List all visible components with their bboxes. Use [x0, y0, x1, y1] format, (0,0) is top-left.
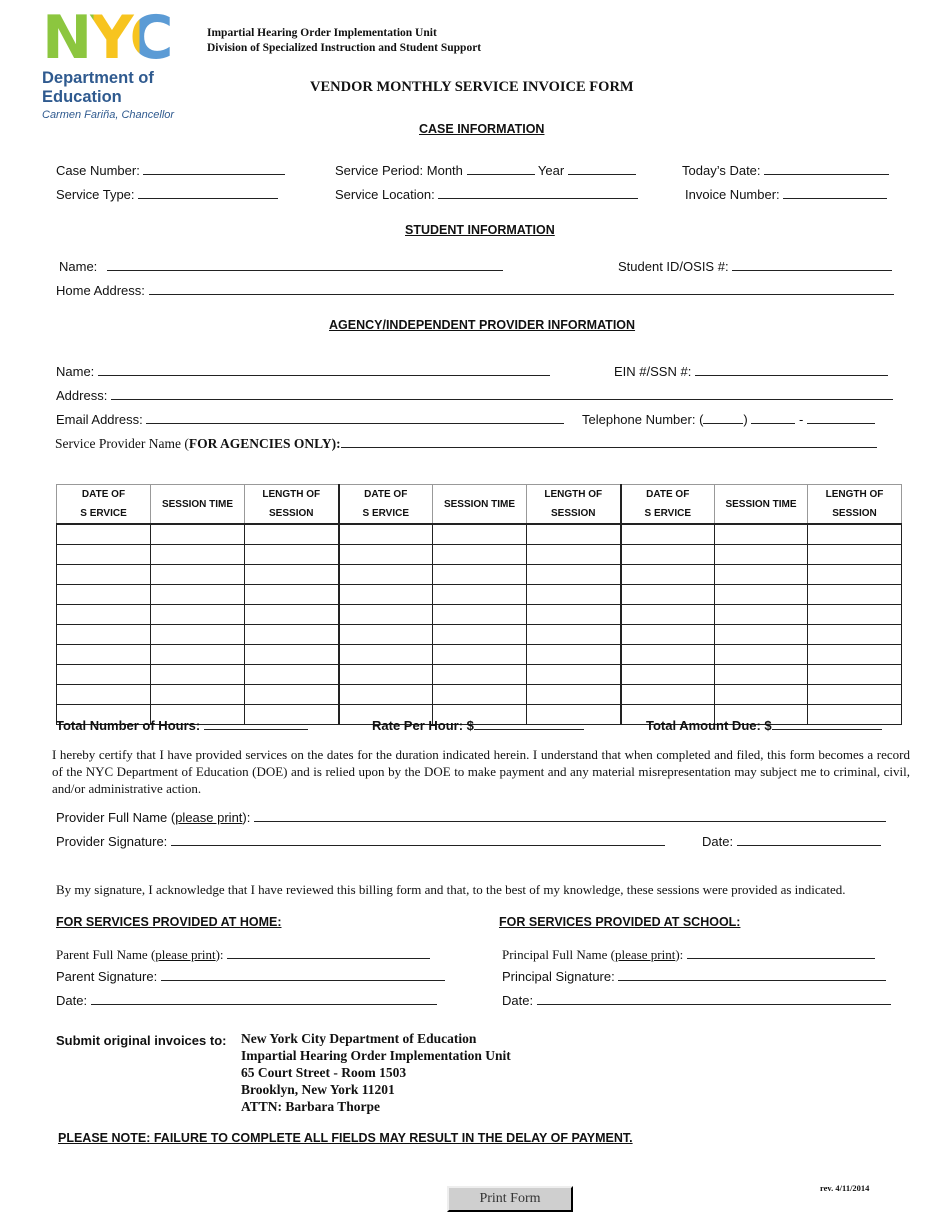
- table-cell[interactable]: [245, 585, 339, 605]
- year-label: Year: [537, 163, 565, 178]
- col-length-of-session: LENGTH OF SESSION: [808, 485, 902, 525]
- col-date-of-service: DATE OF S ERVICE: [339, 485, 433, 525]
- table-cell[interactable]: [715, 645, 808, 665]
- table-cell[interactable]: [527, 665, 621, 685]
- col-length-of-session: LENGTH OF SESSION: [527, 485, 621, 525]
- table-cell[interactable]: [433, 645, 527, 665]
- parent-date-field[interactable]: [56, 992, 437, 1008]
- table-cell[interactable]: [339, 524, 433, 545]
- telephone-field[interactable]: [582, 411, 875, 427]
- home-address-label: Home Address:: [56, 283, 145, 298]
- table-cell[interactable]: [245, 645, 339, 665]
- agency-name-label: Name:: [56, 364, 95, 379]
- total-amount-label: Total Amount Due: $: [646, 718, 772, 733]
- table-cell[interactable]: [245, 565, 339, 585]
- table-cell[interactable]: [715, 685, 808, 705]
- table-cell[interactable]: [433, 685, 527, 705]
- parent-signature-field[interactable]: [56, 968, 445, 984]
- table-row: [57, 585, 902, 605]
- service-location-field[interactable]: [335, 186, 638, 202]
- telephone-label: Telephone Number: (: [582, 412, 704, 427]
- student-info-heading: STUDENT INFORMATION: [405, 223, 555, 237]
- table-cell[interactable]: [621, 545, 715, 565]
- invoice-number-label: Invoice Number:: [685, 187, 780, 202]
- table-cell[interactable]: [245, 524, 339, 545]
- table-row: [57, 685, 902, 705]
- principal-date-label: Date:: [502, 993, 534, 1008]
- table-cell[interactable]: [57, 585, 151, 605]
- total-hours-field[interactable]: [56, 717, 308, 733]
- col-date-of-service: DATE OF S ERVICE: [621, 485, 715, 525]
- table-cell[interactable]: [808, 625, 902, 645]
- service-period-label: Service Period: Month: [335, 163, 463, 178]
- table-cell[interactable]: [715, 545, 808, 565]
- table-cell[interactable]: [808, 545, 902, 565]
- table-cell[interactable]: [715, 565, 808, 585]
- table-cell[interactable]: [151, 665, 245, 685]
- table-cell[interactable]: [621, 565, 715, 585]
- table-cell[interactable]: [808, 685, 902, 705]
- table-cell[interactable]: [151, 565, 245, 585]
- certification-text: I hereby certify that I have provided services on the dates for the duration indicated herein. I understand that when completed and filed, this form becomes a record of the NYC Department of Education (DOE) and is relied upon by the DOE to make payment and any material misrepresentation may subject me to criminal, civil, and/or administrative action.: [52, 747, 910, 796]
- table-cell[interactable]: [57, 685, 151, 705]
- logo-education: Education: [42, 88, 122, 106]
- address-line: Brooklyn, New York 11201: [241, 1082, 395, 1097]
- table-cell[interactable]: [57, 625, 151, 645]
- table-cell[interactable]: [527, 605, 621, 625]
- table-row: [57, 645, 902, 665]
- table-row: [57, 625, 902, 645]
- table-cell[interactable]: [339, 685, 433, 705]
- submit-label: Submit original invoices to:: [56, 1033, 227, 1048]
- logo-chancellor: Carmen Fariña, Chancellor: [42, 109, 175, 121]
- table-cell[interactable]: [808, 565, 902, 585]
- student-name-field[interactable]: [59, 258, 503, 274]
- provider-signature-field[interactable]: [56, 833, 665, 849]
- principal-signature-label: Principal Signature:: [502, 969, 615, 984]
- table-row: [57, 665, 902, 685]
- table-cell[interactable]: [433, 625, 527, 645]
- table-cell[interactable]: [339, 545, 433, 565]
- ein-field[interactable]: [614, 363, 888, 379]
- address-line: Impartial Hearing Order Implementation Unit: [241, 1048, 511, 1063]
- table-cell[interactable]: [715, 585, 808, 605]
- table-cell[interactable]: [57, 545, 151, 565]
- service-provider-name-label: Service Provider Name (: [55, 436, 189, 451]
- table-cell[interactable]: [808, 585, 902, 605]
- student-id-field[interactable]: [618, 258, 892, 274]
- principal-full-name-label: Principal Full Name (please print):: [502, 947, 684, 962]
- table-cell[interactable]: [808, 605, 902, 625]
- address-line: New York City Department of Education: [241, 1031, 477, 1046]
- table-cell[interactable]: [808, 665, 902, 685]
- table-cell[interactable]: [433, 524, 527, 545]
- table-cell[interactable]: [245, 545, 339, 565]
- table-cell[interactable]: [433, 605, 527, 625]
- total-hours-label: Total Number of Hours:: [56, 718, 201, 733]
- table-cell[interactable]: [339, 605, 433, 625]
- principal-signature-field[interactable]: [502, 968, 886, 984]
- case-number-field[interactable]: [56, 162, 285, 178]
- table-cell[interactable]: [151, 524, 245, 545]
- table-cell[interactable]: [57, 665, 151, 685]
- table-cell[interactable]: [151, 625, 245, 645]
- col-session-time: SESSION TIME: [151, 485, 245, 525]
- student-id-label: Student ID/OSIS #:: [618, 259, 729, 274]
- table-cell[interactable]: [57, 524, 151, 545]
- table-row: [57, 545, 902, 565]
- table-cell[interactable]: [527, 545, 621, 565]
- email-field[interactable]: [56, 411, 564, 427]
- table-cell[interactable]: [527, 565, 621, 585]
- parent-date-label: Date:: [56, 993, 88, 1008]
- acknowledgement-text: By my signature, I acknowledge that I have reviewed this billing form and that, to the best of my knowledge, these sessions were provided as indicated.: [56, 882, 846, 897]
- address-line: 65 Court Street - Room 1503: [241, 1065, 407, 1080]
- service-sessions-table: [56, 484, 902, 725]
- table-row: [57, 605, 902, 625]
- table-row: [57, 565, 902, 585]
- case-number-label: Case Number:: [56, 163, 140, 178]
- unit-name: Impartial Hearing Order Implementation Unit: [207, 27, 437, 39]
- provider-full-name-field[interactable]: [56, 809, 886, 825]
- table-cell[interactable]: [715, 524, 808, 545]
- table-cell[interactable]: [245, 665, 339, 685]
- table-cell[interactable]: [151, 585, 245, 605]
- school-services-heading: FOR SERVICES PROVIDED AT SCHOOL:: [499, 915, 741, 929]
- table-cell[interactable]: [57, 565, 151, 585]
- division-name: Division of Specialized Instruction and Student Support: [207, 42, 482, 54]
- case-info-heading: CASE INFORMATION: [419, 122, 545, 136]
- home-address-field[interactable]: [56, 282, 894, 298]
- table-cell[interactable]: [151, 605, 245, 625]
- table-cell[interactable]: [433, 585, 527, 605]
- parent-full-name-field[interactable]: [56, 946, 430, 963]
- service-period-field[interactable]: [335, 162, 636, 178]
- agency-address-field[interactable]: [56, 387, 893, 403]
- todays-date-field[interactable]: [682, 162, 889, 178]
- col-length-of-session: LENGTH OF SESSION: [245, 485, 339, 525]
- table-cell[interactable]: [621, 585, 715, 605]
- table-cell[interactable]: [621, 605, 715, 625]
- table-cell[interactable]: [808, 524, 902, 545]
- table-cell[interactable]: [621, 685, 715, 705]
- table-cell[interactable]: [339, 665, 433, 685]
- table-cell[interactable]: [339, 645, 433, 665]
- provider-full-name-label: Provider Full Name (please print):: [56, 810, 251, 825]
- parent-signature-label: Parent Signature:: [56, 969, 158, 984]
- table-cell[interactable]: [527, 625, 621, 645]
- table-cell[interactable]: [527, 524, 621, 545]
- table-cell[interactable]: [621, 645, 715, 665]
- print-form-button[interactable]: Print Form: [447, 1186, 573, 1212]
- table-cell[interactable]: [527, 645, 621, 665]
- provider-signature-label: Provider Signature:: [56, 834, 168, 849]
- telephone-paren: ): [743, 412, 748, 427]
- table-row: [57, 524, 902, 545]
- table-cell[interactable]: [621, 625, 715, 645]
- table-cell[interactable]: [715, 665, 808, 685]
- logo-dept: Department of: [42, 69, 154, 87]
- rate-per-hour-field[interactable]: [372, 717, 584, 733]
- delay-note: PLEASE NOTE: FAILURE TO COMPLETE ALL FIELDS MAY RESULT IN THE DELAY OF PAYMENT.: [58, 1131, 633, 1145]
- invoice-number-field[interactable]: [685, 186, 887, 202]
- student-name-label: Name:: [59, 259, 98, 274]
- table-cell[interactable]: [245, 605, 339, 625]
- nyc-doe-logo: [42, 3, 197, 126]
- table-cell[interactable]: [715, 605, 808, 625]
- table-cell[interactable]: [527, 585, 621, 605]
- email-label: Email Address:: [56, 412, 143, 427]
- agencies-only-label: FOR AGENCIES ONLY):: [188, 436, 341, 451]
- telephone-dash: -: [799, 412, 804, 427]
- table-cell[interactable]: [339, 585, 433, 605]
- table-cell[interactable]: [621, 665, 715, 685]
- revision-date: rev. 4/11/2014: [820, 1183, 870, 1193]
- agency-name-field[interactable]: [56, 363, 550, 379]
- service-location-label: Service Location:: [335, 187, 435, 202]
- table-cell[interactable]: [808, 645, 902, 665]
- service-provider-name-field[interactable]: [55, 435, 877, 452]
- col-session-time: SESSION TIME: [715, 485, 808, 525]
- table-cell[interactable]: [339, 565, 433, 585]
- table-cell[interactable]: [245, 685, 339, 705]
- table-cell[interactable]: [433, 565, 527, 585]
- provider-date-label: Date:: [702, 834, 734, 849]
- principal-date-field[interactable]: [502, 992, 891, 1008]
- principal-full-name-field[interactable]: [502, 946, 875, 963]
- col-date-of-service: DATE OF S ERVICE: [57, 485, 151, 525]
- agency-info-heading: AGENCY/INDEPENDENT PROVIDER INFORMATION: [329, 318, 636, 332]
- table-header-row: [57, 485, 902, 525]
- col-session-time: SESSION TIME: [433, 485, 527, 525]
- table-cell[interactable]: [433, 545, 527, 565]
- table-cell[interactable]: [339, 625, 433, 645]
- table-cell[interactable]: [433, 665, 527, 685]
- service-type-field[interactable]: [56, 186, 278, 202]
- service-type-label: Service Type:: [56, 187, 135, 202]
- provider-date-field[interactable]: [702, 833, 881, 849]
- address-line: ATTN: Barbara Thorpe: [241, 1099, 381, 1114]
- logo-letters: NYC: [42, 6, 194, 70]
- table-cell[interactable]: [57, 645, 151, 665]
- table-cell[interactable]: [151, 645, 245, 665]
- ein-label: EIN #/SSN #:: [614, 364, 692, 379]
- submit-address: [241, 1030, 511, 1115]
- table-cell[interactable]: [621, 524, 715, 545]
- rate-per-hour-label: Rate Per Hour: $: [372, 718, 474, 733]
- table-cell[interactable]: [715, 625, 808, 645]
- table-cell[interactable]: [151, 545, 245, 565]
- total-amount-field[interactable]: [646, 717, 882, 733]
- table-cell[interactable]: [245, 625, 339, 645]
- table-cell[interactable]: [527, 685, 621, 705]
- parent-full-name-label: Parent Full Name (please print):: [56, 947, 224, 962]
- todays-date-label: Today’s Date:: [682, 163, 761, 178]
- agency-address-label: Address:: [56, 388, 108, 403]
- table-cell[interactable]: [151, 685, 245, 705]
- table-cell[interactable]: [57, 605, 151, 625]
- home-services-heading: FOR SERVICES PROVIDED AT HOME:: [56, 915, 282, 929]
- form-title: VENDOR MONTHLY SERVICE INVOICE FORM: [310, 79, 634, 95]
